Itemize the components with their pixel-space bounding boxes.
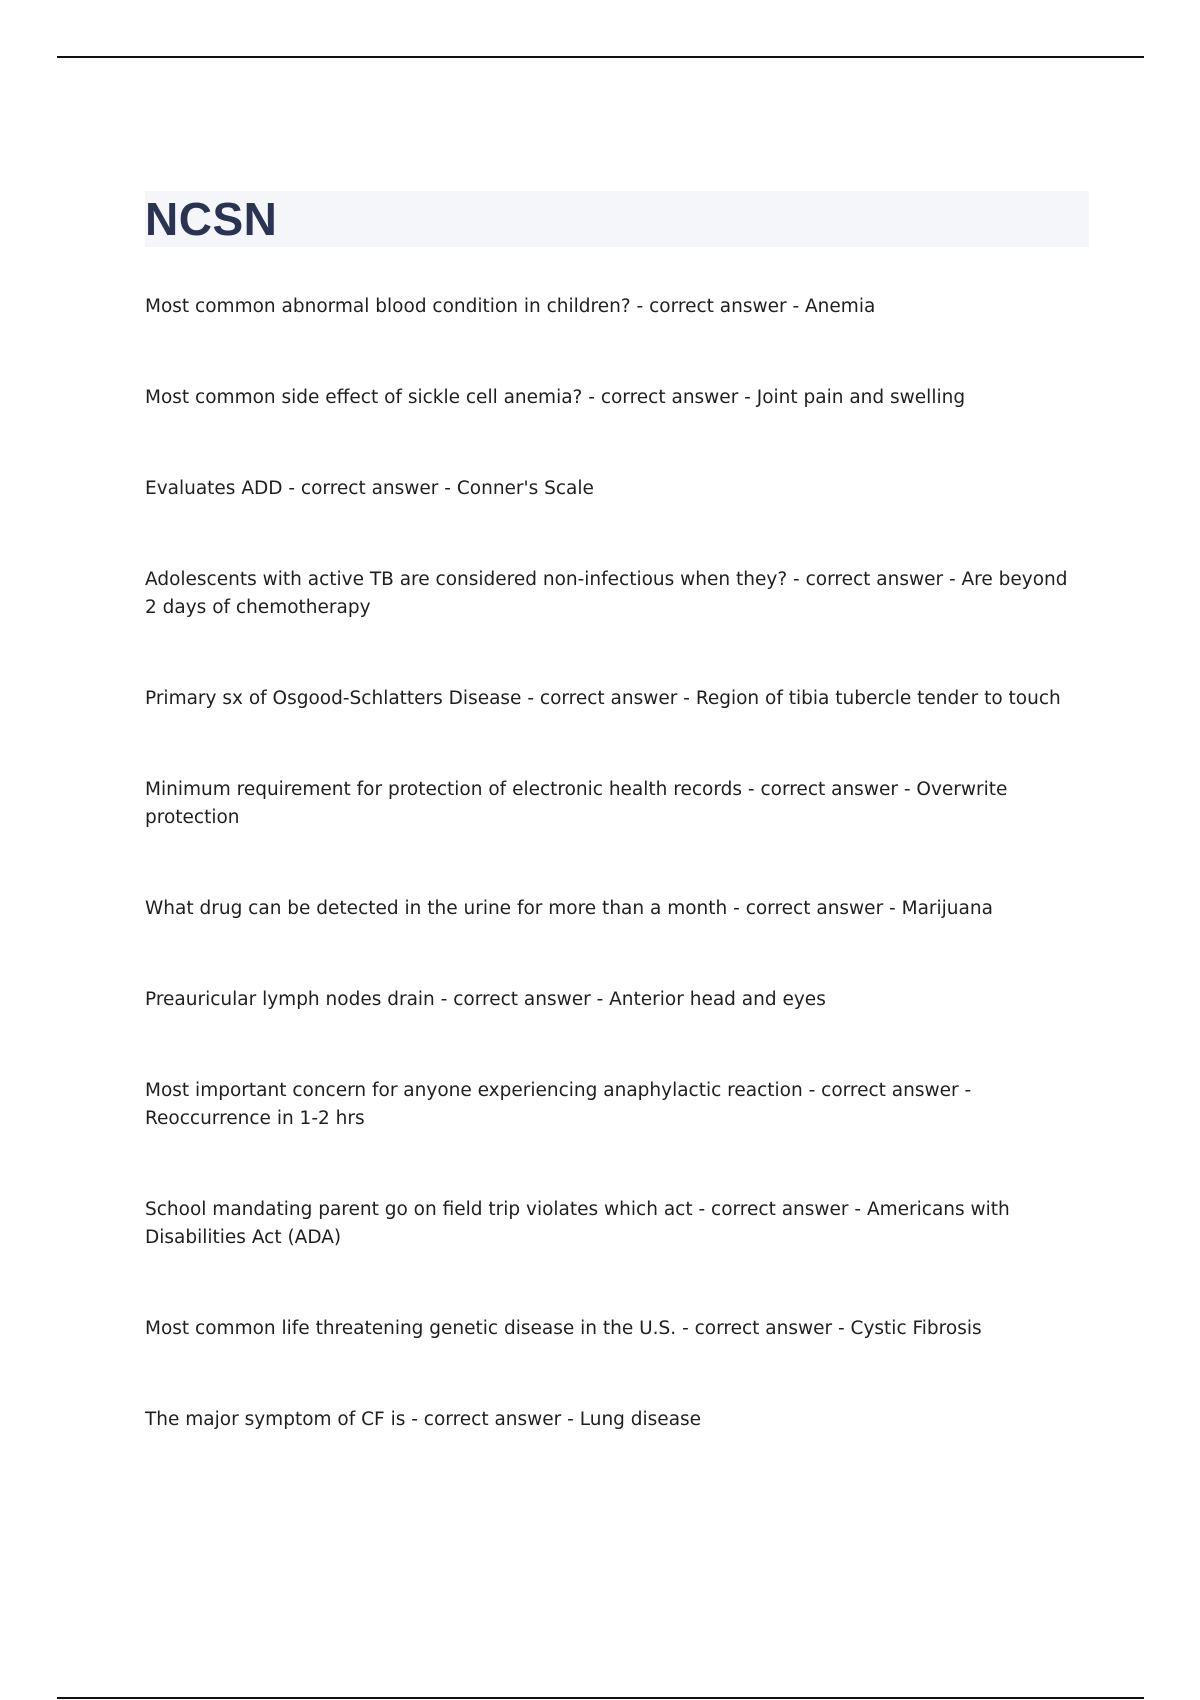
document-title: NCSN xyxy=(145,193,278,245)
question-text: Most important concern for anyone experiencing anaphylactic reaction xyxy=(145,1080,803,1101)
qa-item xyxy=(145,1196,1085,1252)
question-text: Minimum requirement for protection of electronic health records xyxy=(145,779,743,800)
answer-separator: - correct answer - xyxy=(527,688,690,709)
answer-text: Anemia xyxy=(805,296,876,317)
question-text: School mandating parent go on field trip violates which act xyxy=(145,1199,693,1220)
answer-separator: - correct answer - xyxy=(636,296,800,317)
question-text: What drug can be detected in the urine for more than a month xyxy=(145,898,728,919)
qa-item xyxy=(145,1406,1085,1434)
answer-text: Marijuana xyxy=(901,898,993,919)
qa-item xyxy=(145,986,1085,1014)
answer-text: Joint pain and swelling xyxy=(756,387,966,408)
bottom-rule xyxy=(57,1697,1144,1699)
qa-item xyxy=(145,475,1085,503)
answer-text: Cystic Fibrosis xyxy=(850,1318,982,1339)
qa-item xyxy=(145,566,1085,622)
qa-list xyxy=(145,293,1085,1434)
question-text: Adolescents with active TB are considered non-infectious when they? xyxy=(145,569,788,590)
qa-item xyxy=(145,1077,1085,1133)
qa-item xyxy=(145,1315,1085,1343)
answer-separator: - correct answer - xyxy=(793,569,956,590)
answer-separator: - correct answer - xyxy=(698,1199,862,1220)
answer-separator: - correct answer - xyxy=(682,1318,845,1339)
answer-text: Region of tibia tubercle tender to touch xyxy=(695,688,1061,709)
answer-text: Americans with Disabilities Act (ADA) xyxy=(145,1199,1010,1248)
answer-separator: - correct answer - xyxy=(747,779,911,800)
question-text: Preauricular lymph nodes drain xyxy=(145,989,435,1010)
question-text: Evaluates ADD xyxy=(145,478,283,499)
qa-item xyxy=(145,776,1085,832)
title-band xyxy=(145,191,1089,247)
qa-item xyxy=(145,384,1085,412)
qa-item xyxy=(145,895,1085,923)
question-text: Primary sx of Osgood-Schlatters Disease xyxy=(145,688,522,709)
qa-item xyxy=(145,293,1085,321)
answer-separator: - correct answer - xyxy=(808,1080,972,1101)
answer-text: Overwrite protection xyxy=(145,779,1008,828)
qa-item xyxy=(145,685,1085,713)
answer-separator: - correct answer - xyxy=(440,989,604,1010)
answer-text: Reoccurrence in 1-2 hrs xyxy=(145,1108,365,1129)
answer-separator: - correct answer - xyxy=(733,898,896,919)
question-text: Most common abnormal blood condition in children? xyxy=(145,296,631,317)
answer-separator: - correct answer - xyxy=(411,1409,574,1430)
answer-text: Anterior head and eyes xyxy=(609,989,826,1010)
question-text: The major symptom of CF is xyxy=(145,1409,406,1430)
answer-text: Are beyond 2 days of chemotherapy xyxy=(145,569,1068,618)
question-text: Most common life threatening genetic disease in the U.S. xyxy=(145,1318,677,1339)
answer-separator: - correct answer - xyxy=(588,387,751,408)
top-rule xyxy=(57,56,1144,58)
answer-text: Lung disease xyxy=(579,1409,702,1430)
answer-separator: - correct answer - xyxy=(288,478,451,499)
question-text: Most common side effect of sickle cell anemia? xyxy=(145,387,583,408)
answer-text: Conner's Scale xyxy=(456,478,594,499)
